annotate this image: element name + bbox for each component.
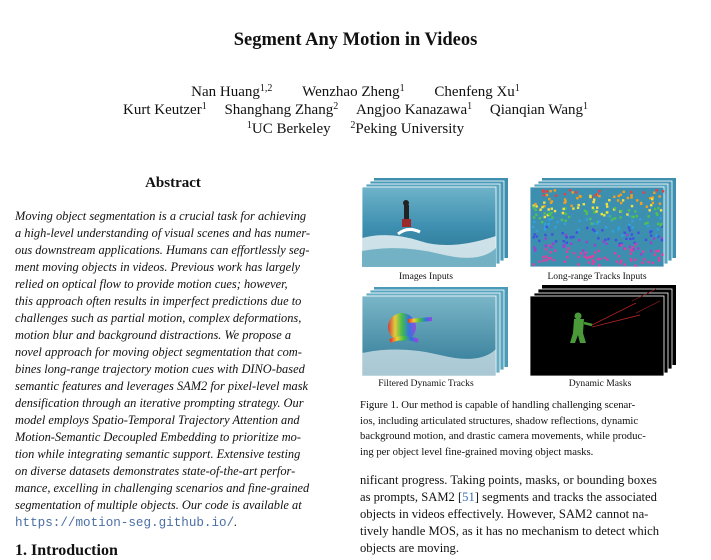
- author-row-2: [0, 102, 711, 119]
- body-line: tively handle MOS, as it has no mechanism to detect which: [360, 524, 660, 538]
- abstract-line: a high-level understanding of visual scenes and has numer-: [15, 226, 311, 240]
- abstract-line: tion while integrating semantic support. Extensive testing: [15, 447, 301, 461]
- abstract-line: segmentation of multiple objects. Our code is available at: [15, 498, 302, 512]
- affiliations: [0, 121, 711, 138]
- figure-panel-filtered: [360, 285, 508, 378]
- body-paragraph: [360, 472, 676, 557]
- surfer-photo-stack: [360, 176, 508, 269]
- caption-line: ios, including articulated structures, shadow reflections, dynamic: [360, 414, 639, 427]
- panel-label: Images Inputs: [398, 271, 454, 282]
- filtered-tracks-visualization: [360, 285, 508, 378]
- abstract-line: on diverse datasets demonstrates state-of-the-art perfor-: [15, 464, 296, 478]
- abstract-line: novel approach for moving object segmentation that com-: [15, 345, 302, 359]
- figure-caption: [360, 398, 676, 460]
- url-suffix: .: [234, 515, 238, 529]
- figure-panel-images: [360, 176, 508, 269]
- abstract-line: relied on optical flow to provide motion cues; however,: [15, 277, 288, 291]
- caption-line: ing per object level fine-grained moving object masks.: [360, 445, 594, 458]
- project-url-link[interactable]: https://motion-seg.github.io/: [15, 516, 235, 530]
- author: Chenfeng Xu$^1$: [434, 83, 520, 100]
- abstract-line: densification through an iterative prompting strategy. Our: [15, 396, 304, 410]
- abstract-line: model employs Spatio-Temporal Trajectory Attention and: [15, 413, 300, 427]
- panel-label: Dynamic Masks: [568, 378, 632, 389]
- author: Angjoo Kanazawa$^1$: [355, 101, 473, 118]
- caption-line: background motion, and drastic camera movements, while produc-: [360, 430, 646, 442]
- abstract-line: mance, excelling in challenging scenarios and fine-grained: [15, 481, 310, 495]
- dynamic-masks-visualization: [528, 285, 678, 378]
- abstract-line: challenges such as partial motion, complex deformations,: [15, 311, 302, 325]
- figure-panel-masks: [528, 285, 676, 378]
- abstract-line: semantic features and leverages SAM2 for pixel-level mask: [15, 379, 309, 393]
- abstract-line: Moving object segmentation is a crucial task for achieving: [15, 209, 307, 223]
- abstract-body: [15, 208, 330, 532]
- abstract-url-line: [15, 514, 330, 532]
- paper-title: Segment Any Motion in Videos: [233, 30, 478, 50]
- affiliation: $^1$UC Berkeley: [246, 120, 331, 137]
- section-heading: 1. Introduction: [15, 542, 118, 559]
- abstract-line: this approach often results in imperfect predictions due to: [15, 294, 302, 308]
- abstract-line: bines long-range trajectory motion cues with DINO-based: [15, 362, 305, 376]
- panel-label: Long-range Tracks Inputs: [547, 271, 647, 282]
- tracks-visualization: [528, 176, 678, 269]
- author-row-1: [0, 84, 711, 101]
- author: Nan Huang$^{1,2}$: [191, 83, 273, 100]
- author: Wenzhao Zheng$^1$: [302, 83, 405, 100]
- citation-link[interactable]: 51: [462, 490, 475, 504]
- figure-panel-tracks: [528, 176, 676, 269]
- panel-label: Filtered Dynamic Tracks: [378, 378, 474, 389]
- abstract-line: Motion-Semantic Decoupled Embedding to prioritize mo-: [15, 430, 301, 444]
- abstract-line: motion blur and background distractions. We propose a: [15, 328, 292, 342]
- body-line: nificant progress. Taking points, masks, or bounding boxes: [360, 473, 657, 487]
- author: Kurt Keutzer$^1$: [123, 101, 207, 118]
- abstract-line: ous downstream applications. Humans can effortlessly seg-: [15, 243, 310, 257]
- author: Shanghang Zhang$^2$: [224, 101, 339, 118]
- author: Qianqian Wang$^1$: [489, 101, 588, 118]
- body-line: objects in videos effectively. However, SAM2 cannot na-: [360, 507, 649, 521]
- abstract-line: ment moving objects in videos. Previous work has largely: [15, 260, 301, 274]
- caption-line: Figure 1. Our method is capable of handling challenging scenar-: [360, 399, 636, 411]
- abstract-heading: Abstract: [145, 175, 201, 191]
- body-line: objects are moving.: [360, 541, 459, 555]
- affiliation: $^2$Peking University: [350, 120, 465, 137]
- body-line: as prompts, SAM2 [51] segments and tracks the associated: [360, 490, 657, 504]
